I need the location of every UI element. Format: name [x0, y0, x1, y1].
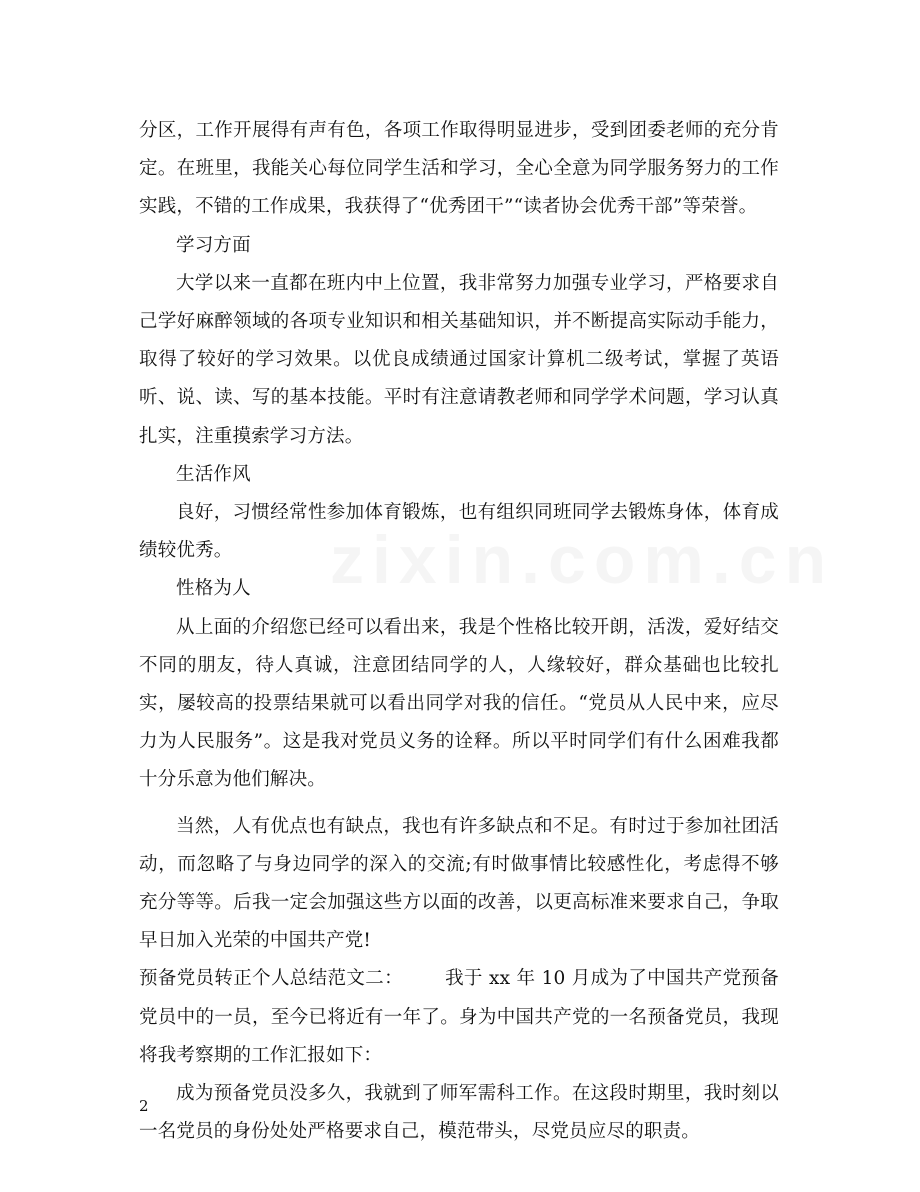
watermark: zixin.com.cn	[330, 522, 835, 598]
paragraph-life: 良好，习惯经常性参加体育锻炼，也有组织同班同学去锻炼身体，体育成绩较优秀。	[139, 502, 779, 562]
paragraph-shortcomings: 当然，人有优点也有缺点，我也有许多缺点和不足。有时过于参加社团活动，而忽略了与身边同学的深入的交流;有时做事情比较感性化，考虑得不够充分等等。后我一定会加强这些方以面的改善，以更高标准来要求自己，争取早日加入光荣的中国共产党!	[139, 815, 779, 952]
page-number: 2	[139, 1097, 149, 1115]
paragraph-character: 从上面的介绍您已经可以看出来，我是个性格比较开朗，活泼，爱好结交不同的朋友，待人真诚，注意团结同学的人，人缘较好，群众基础也比较扎实，屡较高的投票结果就可以看出同学对我的信任。“党员从人民中来，应尽力为人民服务”。这是我对党员义务的诠释。所以平时同学们有什么困难我都十分乐意为他们解决。	[139, 616, 779, 791]
sample-two-title: 预备党员转正个人总结范文二：	[139, 968, 403, 990]
section-heading-study: 学习方面	[176, 234, 251, 256]
paragraph-continued: 分区，工作开展得有声有色，各项工作取得明显进步，受到团委老师的充分肯定。在班里，我能关心每位同学生活和学习，全心全意为同学服务努力的工作实践，不错的工作成果，我获得了“优秀团干”“读者协会优秀干部”等荣誉。	[139, 120, 779, 218]
paragraph-sample-two	[139, 960, 779, 1075]
paragraph-study: 大学以来一直都在班内中上位置，我非常努力加强专业学习，严格要求自己学好麻醉领域的各项专业知识和相关基础知识，并不断提高实际动手能力，取得了较好的学习效果。以优良成绩通过国家计算机二级考试，掌握了英语听、说、读、写的基本技能。平时有注意请教老师和同学学术问题，学习认真扎实，注重摸索学习方法。	[139, 272, 779, 447]
paragraph-duty: 成为预备党员没多久，我就到了师军需科工作。在这段时期里，我时刻以一名党员的身份处处严格要求自己，模范带头，尽党员应尽的职责。	[139, 1083, 779, 1143]
section-heading-character: 性格为人	[176, 578, 251, 600]
sample-two-body: 我于 xx 年 10 月成为了中国共产党预备党员中的一员，至今已将近有一年了。身为中国共产党的一名预备党员，我现将我考察期的工作汇报如下：	[139, 968, 779, 1066]
document-body	[139, 112, 835, 1151]
section-heading-life: 生活作风	[176, 463, 251, 485]
